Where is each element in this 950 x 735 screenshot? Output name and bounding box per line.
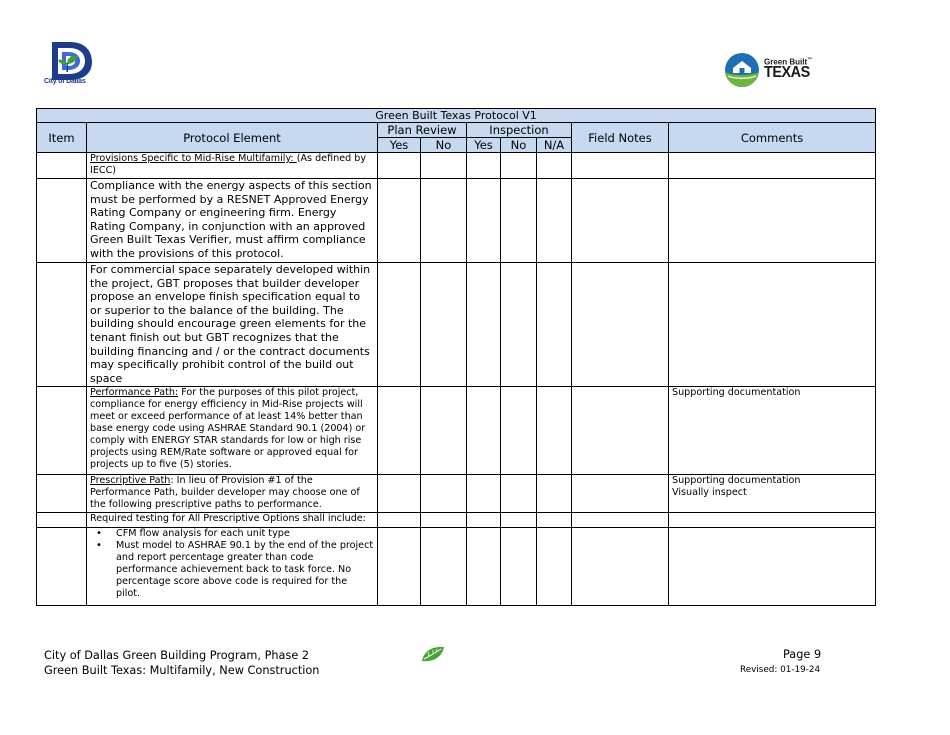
plan-review-no-cell[interactable] — [421, 387, 467, 475]
inspection-na-cell[interactable] — [537, 263, 572, 387]
plan-review-yes-cell[interactable] — [378, 513, 421, 528]
inspection-yes-cell[interactable] — [467, 528, 501, 606]
inspection-no-cell[interactable] — [501, 513, 537, 528]
comments-cell[interactable] — [669, 528, 876, 606]
protocol-element-cell: Compliance with the energy aspects of this section must be performed by a RESNET Approved Energy Rating Company or engineering firm. Energy Rating Company, in conjunction with an approved Green Built Texas Verifier, must affirm compliance with the provisions of this protocol. — [87, 179, 378, 263]
bullet-list — [90, 528, 374, 600]
table-row — [37, 513, 876, 528]
subheader-inspection-na: N/A — [537, 138, 572, 153]
footer-document-line: Green Built Texas: Multifamily, New Construction — [44, 664, 320, 677]
field-notes-cell[interactable] — [572, 513, 669, 528]
subheader-plan-review-no: No — [421, 138, 467, 153]
comments-cell[interactable]: Supporting documentation — [669, 387, 876, 475]
inspection-no-cell[interactable] — [501, 263, 537, 387]
plan-review-yes-cell[interactable] — [378, 528, 421, 606]
row-item — [37, 528, 87, 606]
page-number: Page 9 — [783, 648, 822, 661]
plan-review-no-cell[interactable] — [421, 475, 467, 513]
plan-review-no-cell[interactable] — [421, 263, 467, 387]
row-item — [37, 387, 87, 475]
inspection-na-cell[interactable] — [537, 153, 572, 179]
inspection-no-cell[interactable] — [501, 528, 537, 606]
subheader-inspection-no: No — [501, 138, 537, 153]
subheader-plan-review-yes: Yes — [378, 138, 421, 153]
inspection-yes-cell[interactable] — [467, 513, 501, 528]
protocol-element-cell: Required testing for All Prescriptive Options shall include: — [87, 513, 378, 528]
row-item — [37, 263, 87, 387]
plan-review-no-cell[interactable] — [421, 153, 467, 179]
bullet-item: • Must model to ASHRAE 90.1 by the end of the project and report percentage greater than code performance achievement back to task force. No percentage score above code is required for the pilot. — [110, 540, 374, 600]
column-header-comments: Comments — [669, 123, 876, 153]
protocol-element-cell — [87, 387, 378, 475]
inspection-no-cell[interactable] — [501, 387, 537, 475]
inspection-yes-cell[interactable] — [467, 475, 501, 513]
field-notes-cell[interactable] — [572, 153, 669, 179]
provision-text: For the purposes of this pilot project, compliance for energy efficiency in Mid-Rise projects will meet or exceed performance of at least 14% better than base energy code using ASHRAE Standard 90.1 (2004) or comply with ENERGY STAR standards for low or high rise projects using REM/Rate software or approved equal for projects up to five (5) stories. — [90, 387, 366, 470]
plan-review-yes-cell[interactable] — [378, 153, 421, 179]
row-item — [37, 179, 87, 263]
footer-program-line: City of Dallas Green Building Program, Phase 2 — [44, 649, 310, 662]
table-row — [37, 153, 876, 179]
column-header-inspection: Inspection — [467, 123, 572, 138]
leaf-icon — [420, 644, 446, 664]
field-notes-cell[interactable] — [572, 528, 669, 606]
row-item — [37, 513, 87, 528]
subheader-inspection-yes: Yes — [467, 138, 501, 153]
provision-text: : In lieu of Provision #1 of the Performance Path, builder developer may choose one of the following prescriptive paths to performance. — [90, 475, 360, 510]
plan-review-yes-cell[interactable] — [378, 387, 421, 475]
protocol-table — [36, 108, 876, 606]
provision-heading: Prescriptive Path — [90, 475, 171, 486]
inspection-yes-cell[interactable] — [467, 179, 501, 263]
plan-review-no-cell[interactable] — [421, 513, 467, 528]
protocol-element-cell: For commercial space separately developed within the project, GBT proposes that builder developer propose an envelope finish specification equal to or superior to the balance of the building. The building should encourage green elements for the tenant finish out but GBT recognizes that the building financing and / or the contract documents may specifically prohibit control of the build out space — [87, 263, 378, 387]
footer-left — [44, 648, 319, 678]
protocol-element-cell — [87, 475, 378, 513]
inspection-na-cell[interactable] — [537, 387, 572, 475]
revised-date: Revised: 01-19-24 — [740, 665, 821, 675]
field-notes-cell[interactable] — [572, 475, 669, 513]
column-header-plan-review: Plan Review — [378, 123, 467, 138]
provision-heading: Provisions Specific to Mid-Rise Multifamily: — [90, 153, 297, 164]
column-header-field-notes: Field Notes — [572, 123, 669, 153]
comments-cell[interactable] — [669, 153, 876, 179]
inspection-na-cell[interactable] — [537, 513, 572, 528]
table-title: Green Built Texas Protocol V1 — [37, 109, 876, 123]
inspection-na-cell[interactable] — [537, 179, 572, 263]
row-item — [37, 153, 87, 179]
bullet-item: • CFM flow analysis for each unit type — [110, 528, 374, 540]
inspection-na-cell[interactable] — [537, 475, 572, 513]
table-row — [37, 263, 876, 387]
plan-review-yes-cell[interactable] — [378, 263, 421, 387]
table-row — [37, 528, 876, 606]
table-row — [37, 475, 876, 513]
row-item — [37, 475, 87, 513]
plan-review-no-cell[interactable] — [421, 179, 467, 263]
plan-review-yes-cell[interactable] — [378, 179, 421, 263]
gbt-logo-big-text: TEXAS — [764, 64, 810, 81]
inspection-yes-cell[interactable] — [467, 153, 501, 179]
comments-cell[interactable] — [669, 263, 876, 387]
column-header-item: Item — [37, 123, 87, 153]
inspection-no-cell[interactable] — [501, 179, 537, 263]
gbt-logo-small-text: Green Built™ — [764, 57, 813, 67]
table-row — [37, 387, 876, 475]
inspection-yes-cell[interactable] — [467, 263, 501, 387]
provision-text: (As defined by IECC) — [90, 153, 366, 176]
inspection-no-cell[interactable] — [501, 153, 537, 179]
city-of-dallas-logo-text: City of Dallas — [44, 78, 86, 85]
column-header-protocol-element: Protocol Element — [87, 123, 378, 153]
protocol-element-cell — [87, 528, 378, 606]
table-row — [37, 179, 876, 263]
inspection-yes-cell[interactable] — [467, 387, 501, 475]
provision-heading: Performance Path: — [90, 387, 179, 398]
protocol-element-cell — [87, 153, 378, 179]
inspection-no-cell[interactable] — [501, 475, 537, 513]
field-notes-cell[interactable] — [572, 179, 669, 263]
plan-review-yes-cell[interactable] — [378, 475, 421, 513]
field-notes-cell[interactable] — [572, 387, 669, 475]
comments-cell[interactable]: Supporting documentation Visually inspect — [669, 475, 876, 513]
comments-cell[interactable] — [669, 179, 876, 263]
field-notes-cell[interactable] — [572, 263, 669, 387]
inspection-na-cell[interactable] — [537, 528, 572, 606]
comments-cell[interactable] — [669, 513, 876, 528]
plan-review-no-cell[interactable] — [421, 528, 467, 606]
